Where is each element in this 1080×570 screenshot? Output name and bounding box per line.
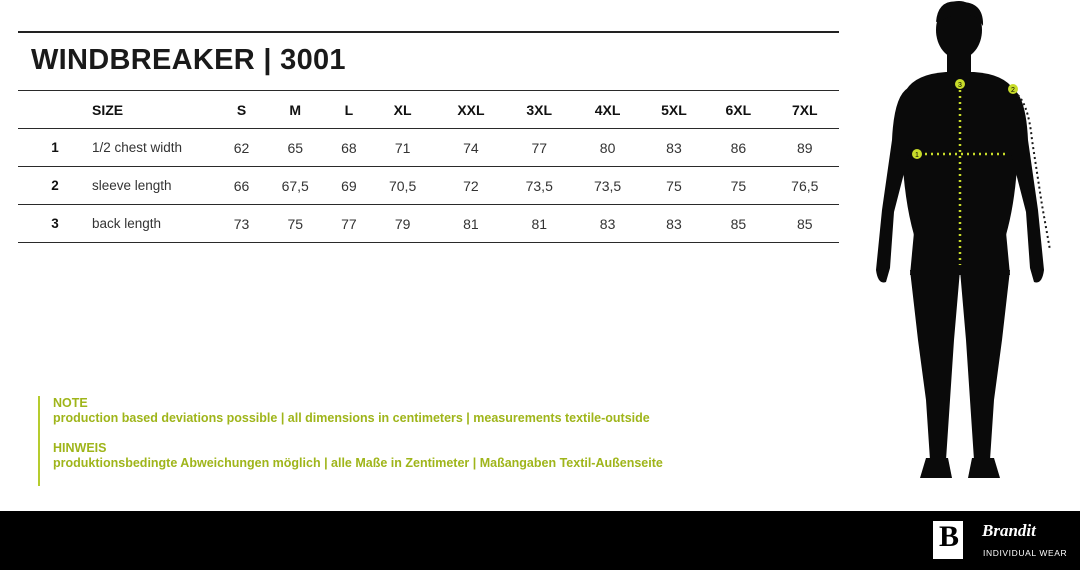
measurement-cell: 75 <box>730 177 747 194</box>
size-col-header: 7XL <box>791 101 818 118</box>
table-header-row <box>18 91 839 129</box>
size-col-header: 5XL <box>661 101 687 118</box>
row-label: back length <box>92 216 162 231</box>
svg-text:2: 2 <box>1011 87 1015 94</box>
measurement-cell: 68 <box>341 139 357 156</box>
measurement-cell: 83 <box>666 139 682 156</box>
size-col-header: L <box>344 101 354 118</box>
size-col-header: M <box>289 101 302 118</box>
measurement-cell: 85 <box>797 215 813 232</box>
table-row <box>18 167 839 205</box>
measurement-cell: 81 <box>463 215 479 232</box>
measurement-cell: 83 <box>666 215 682 232</box>
svg-text:3: 3 <box>958 82 962 89</box>
measurement-cell: 73,5 <box>525 177 553 194</box>
notes-block <box>38 396 663 486</box>
measurement-cell: 75 <box>666 177 682 194</box>
measurement-cell: 66 <box>233 177 250 194</box>
measurement-cell: 81 <box>531 215 548 232</box>
measurement-cell: 89 <box>797 139 813 156</box>
body-measurement-figure <box>866 0 1066 490</box>
measurement-cell: 70,5 <box>388 177 417 194</box>
brand-name: Brandit <box>982 521 1036 540</box>
size-header: SIZE <box>92 101 124 118</box>
row-label: 1/2 chest width <box>92 140 183 155</box>
measurement-cell: 75 <box>287 215 304 232</box>
size-table <box>18 90 839 243</box>
brand-logo-icon: B <box>933 521 963 559</box>
marker-2 <box>1008 84 1018 94</box>
hinweis-heading: HINWEIS <box>53 441 107 455</box>
row-index: 3 <box>51 216 59 231</box>
size-col-header: S <box>236 101 247 118</box>
measurement-cell: 86 <box>730 139 747 156</box>
measurement-cell: 69 <box>341 177 357 194</box>
note-text: production based deviations possible | all dimensions in centimeters | measurements textile-outside <box>53 411 650 425</box>
measurement-cell: 77 <box>341 215 357 232</box>
hinweis-text: produktionsbedingte Abweichungen möglich | alle Maße in Zentimeter | Maßangaben Textil-Außenseite <box>53 456 663 470</box>
header-index-cell <box>18 91 92 129</box>
measurement-cell: 80 <box>599 139 616 156</box>
size-col-header: 6XL <box>725 101 752 118</box>
measurement-cell: 76,5 <box>791 177 819 194</box>
measurement-cell: 83 <box>599 215 616 232</box>
measurement-cell: 73 <box>233 215 250 232</box>
footer-bar <box>0 511 1080 570</box>
size-col-header: 3XL <box>526 101 553 118</box>
table-row <box>18 129 839 167</box>
svg-text:1: 1 <box>915 152 919 159</box>
body-silhouette <box>876 1 1044 478</box>
note-heading: NOTE <box>53 396 88 410</box>
marker-1 <box>912 149 922 159</box>
measurement-cell: 85 <box>730 215 747 232</box>
size-col-header: XXL <box>457 101 485 118</box>
table-row <box>18 205 839 243</box>
measurement-cell: 77 <box>531 139 548 156</box>
page-title: WINDBREAKER | 3001 <box>31 44 346 76</box>
marker-3 <box>955 79 965 89</box>
top-rule <box>18 31 839 33</box>
measurement-cell: 67,5 <box>281 177 309 194</box>
measurement-cell: 65 <box>287 139 304 156</box>
measurement-cell: 62 <box>233 139 250 156</box>
measurement-cell: 79 <box>394 215 411 232</box>
size-col-header: XL <box>393 101 412 118</box>
measurement-cell: 71 <box>394 139 411 156</box>
row-index: 1 <box>51 140 59 155</box>
row-index: 2 <box>51 178 59 193</box>
measurement-cell: 74 <box>463 139 479 156</box>
brand-tagline: INDIVIDUAL WEAR <box>983 548 1068 558</box>
measurement-cell: 72 <box>463 177 479 194</box>
size-col-header: 4XL <box>594 101 621 118</box>
row-label: sleeve length <box>92 178 172 193</box>
measurement-cell: 73,5 <box>593 177 622 194</box>
